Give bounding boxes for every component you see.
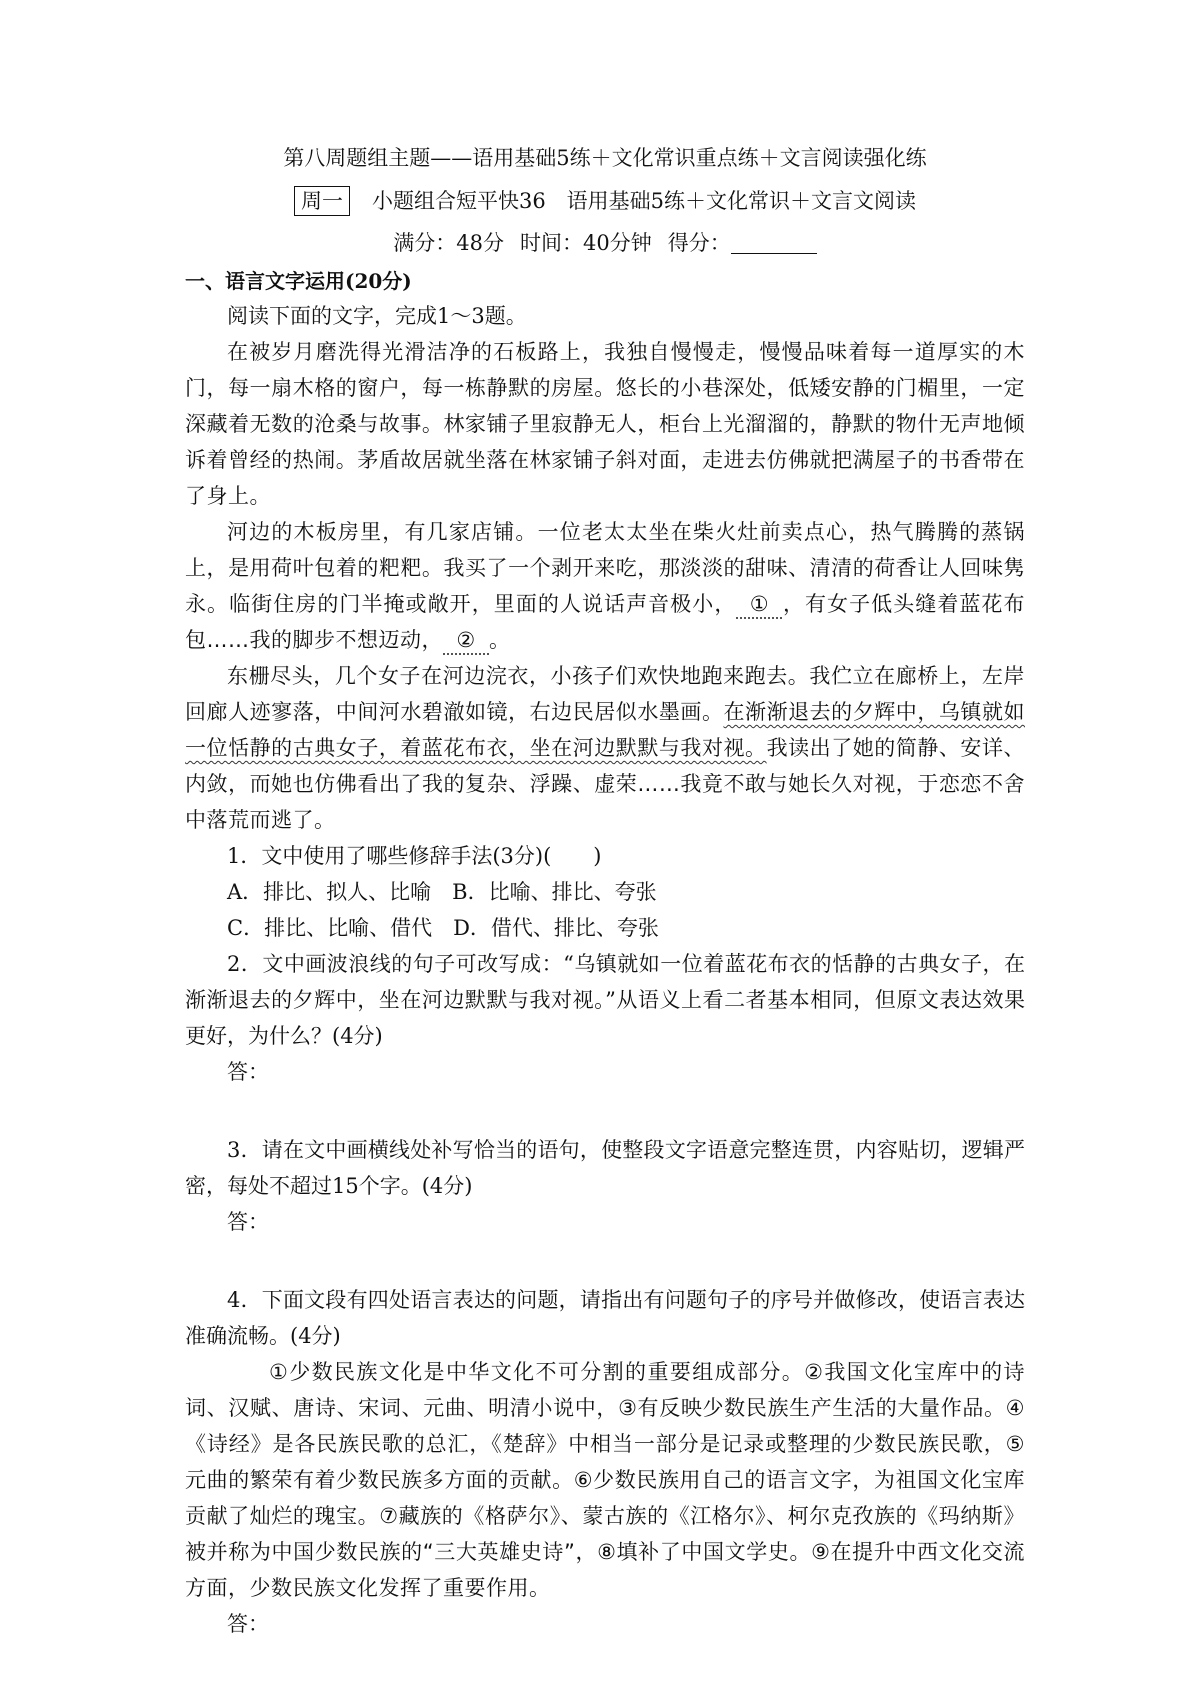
question-1-options-cd: C．排比、比喻、借代 D．借代、排比、夸张 [227, 916, 659, 940]
section-heading: 一、语言文字运用(20分) [185, 269, 412, 293]
score-label: 得分： [667, 231, 731, 255]
time-limit: 时间：40分钟 [520, 231, 652, 255]
question-4-answer-label[interactable]: 答： [227, 1612, 269, 1636]
question-1-options-ab: A．排比、拟人、比喻 B．比喻、排比、夸张 [227, 880, 657, 904]
page-title: 第八周题组主题——语用基础5练＋文化常识重点练＋文言阅读强化练 [283, 146, 927, 170]
question-1: 1．文中使用了哪些修辞手法(3分)( ) [227, 844, 602, 868]
full-score: 满分：48分 [393, 231, 504, 255]
blank-1[interactable]: ① [736, 591, 782, 619]
score-blank[interactable] [731, 233, 817, 254]
blank-2[interactable]: ② [443, 627, 489, 655]
question-3-answer-label[interactable]: 答： [227, 1210, 269, 1234]
question-2: 2．文中画波浪线的句子可改写成：“乌镇就如一位着蓝花布衣的恬静的古典女子，在渐渐退去的夕辉中，坐在河边默默与我对视。”从语义上看二者基本相同，但原文表达效果更好，为什么？(4分) [185, 952, 1025, 1048]
question-3: 3．请在文中画横线处补写恰当的语句，使整段文字语意完整连贯，内容贴切，逻辑严密，每处不超过15个字。(4分) [185, 1138, 1025, 1198]
reading-instruction: 阅读下面的文字，完成1～3题。 [227, 304, 527, 328]
score-line [185, 224, 1025, 262]
subtitle-text: 小题组合短平快36 语用基础5练＋文化常识＋文言文阅读 [371, 189, 917, 213]
subtitle-line [185, 182, 1025, 220]
question-4-paragraph: ①少数民族文化是中华文化不可分割的重要组成部分。②我国文化宝库中的诗词、汉赋、唐诗、宋词、元曲、明清小说中，③有反映少数民族生产生活的大量作品。④《诗经》是各民族民歌的总汇，《楚辞》中相当一部分是记录或整理的少数民族民歌，⑤元曲的繁荣有着少数民族多方面的贡献。⑥少数民族用自己的语言文字，为祖国文化宝库贡献了灿烂的瑰宝。⑦藏族的《格萨尔》、蒙古族的《江格尔》、柯尔克孜族的《玛纳斯》被并称为中国少数民族的“三大英雄史诗”，⑧填补了中国文学史。⑨在提升中西文化交流方面，少数民族文化发挥了重要作用。 [185, 1360, 1025, 1600]
question-4: 4．下面文段有四处语言表达的问题，请指出有问题句子的序号并做修改，使语言表达准确流畅。(4分) [185, 1288, 1025, 1348]
day-box: 周一 [294, 186, 350, 216]
question-2-answer-label[interactable]: 答： [227, 1060, 269, 1084]
wavy-underlined-sentence: 在渐渐退去的夕辉中，乌镇就如一位恬静的古典女子，着蓝花布衣，坐在河边默默与我对视。 [185, 700, 1025, 760]
passage-paragraph-2: 河边的木板房里，有几家店铺。一位老太太坐在柴火灶前卖点心，热气腾腾的蒸锅上，是用荷叶包着的粑粑。我买了一个剥开来吃，那淡淡的甜味、清清的荷香让人回味隽永。临街住房的门半掩或敞开，里面的人说话声音极小， ① ，有女子低头缝着蓝花布包……我的脚步不想迈动， ② 。 [185, 514, 1025, 658]
passage-paragraph-1: 在被岁月磨洗得光滑洁净的石板路上，我独自慢慢走，慢慢品味着每一道厚实的木门，每一扇木格的窗户，每一栋静默的房屋。悠长的小巷深处，低矮安静的门楣里，一定深藏着无数的沧桑与故事。林家铺子里寂静无人，柜台上光溜溜的，静默的物什无声地倾诉着曾经的热闹。茅盾故居就坐落在林家铺子斜对面，走进去仿佛就把满屋子的书香带在了身上。 [185, 340, 1025, 508]
passage-paragraph-3: 东栅尽头，几个女子在河边浣衣，小孩子们欢快地跑来跑去。我伫立在廊桥上，左岸回廊人迹寥落，中间河水碧澈如镜，右边民居似水墨画。在渐渐退去的夕辉中，乌镇就如一位恬静的古典女子，着蓝花布衣，坐在河边默默与我对视。我读出了她的简静、安详、内敛，而她也仿佛看出了我的复杂、浮躁、虚荣……我竟不敢与她长久对视，于恋恋不舍中落荒而逃了。 [185, 664, 1026, 832]
page-content [185, 140, 1025, 1642]
